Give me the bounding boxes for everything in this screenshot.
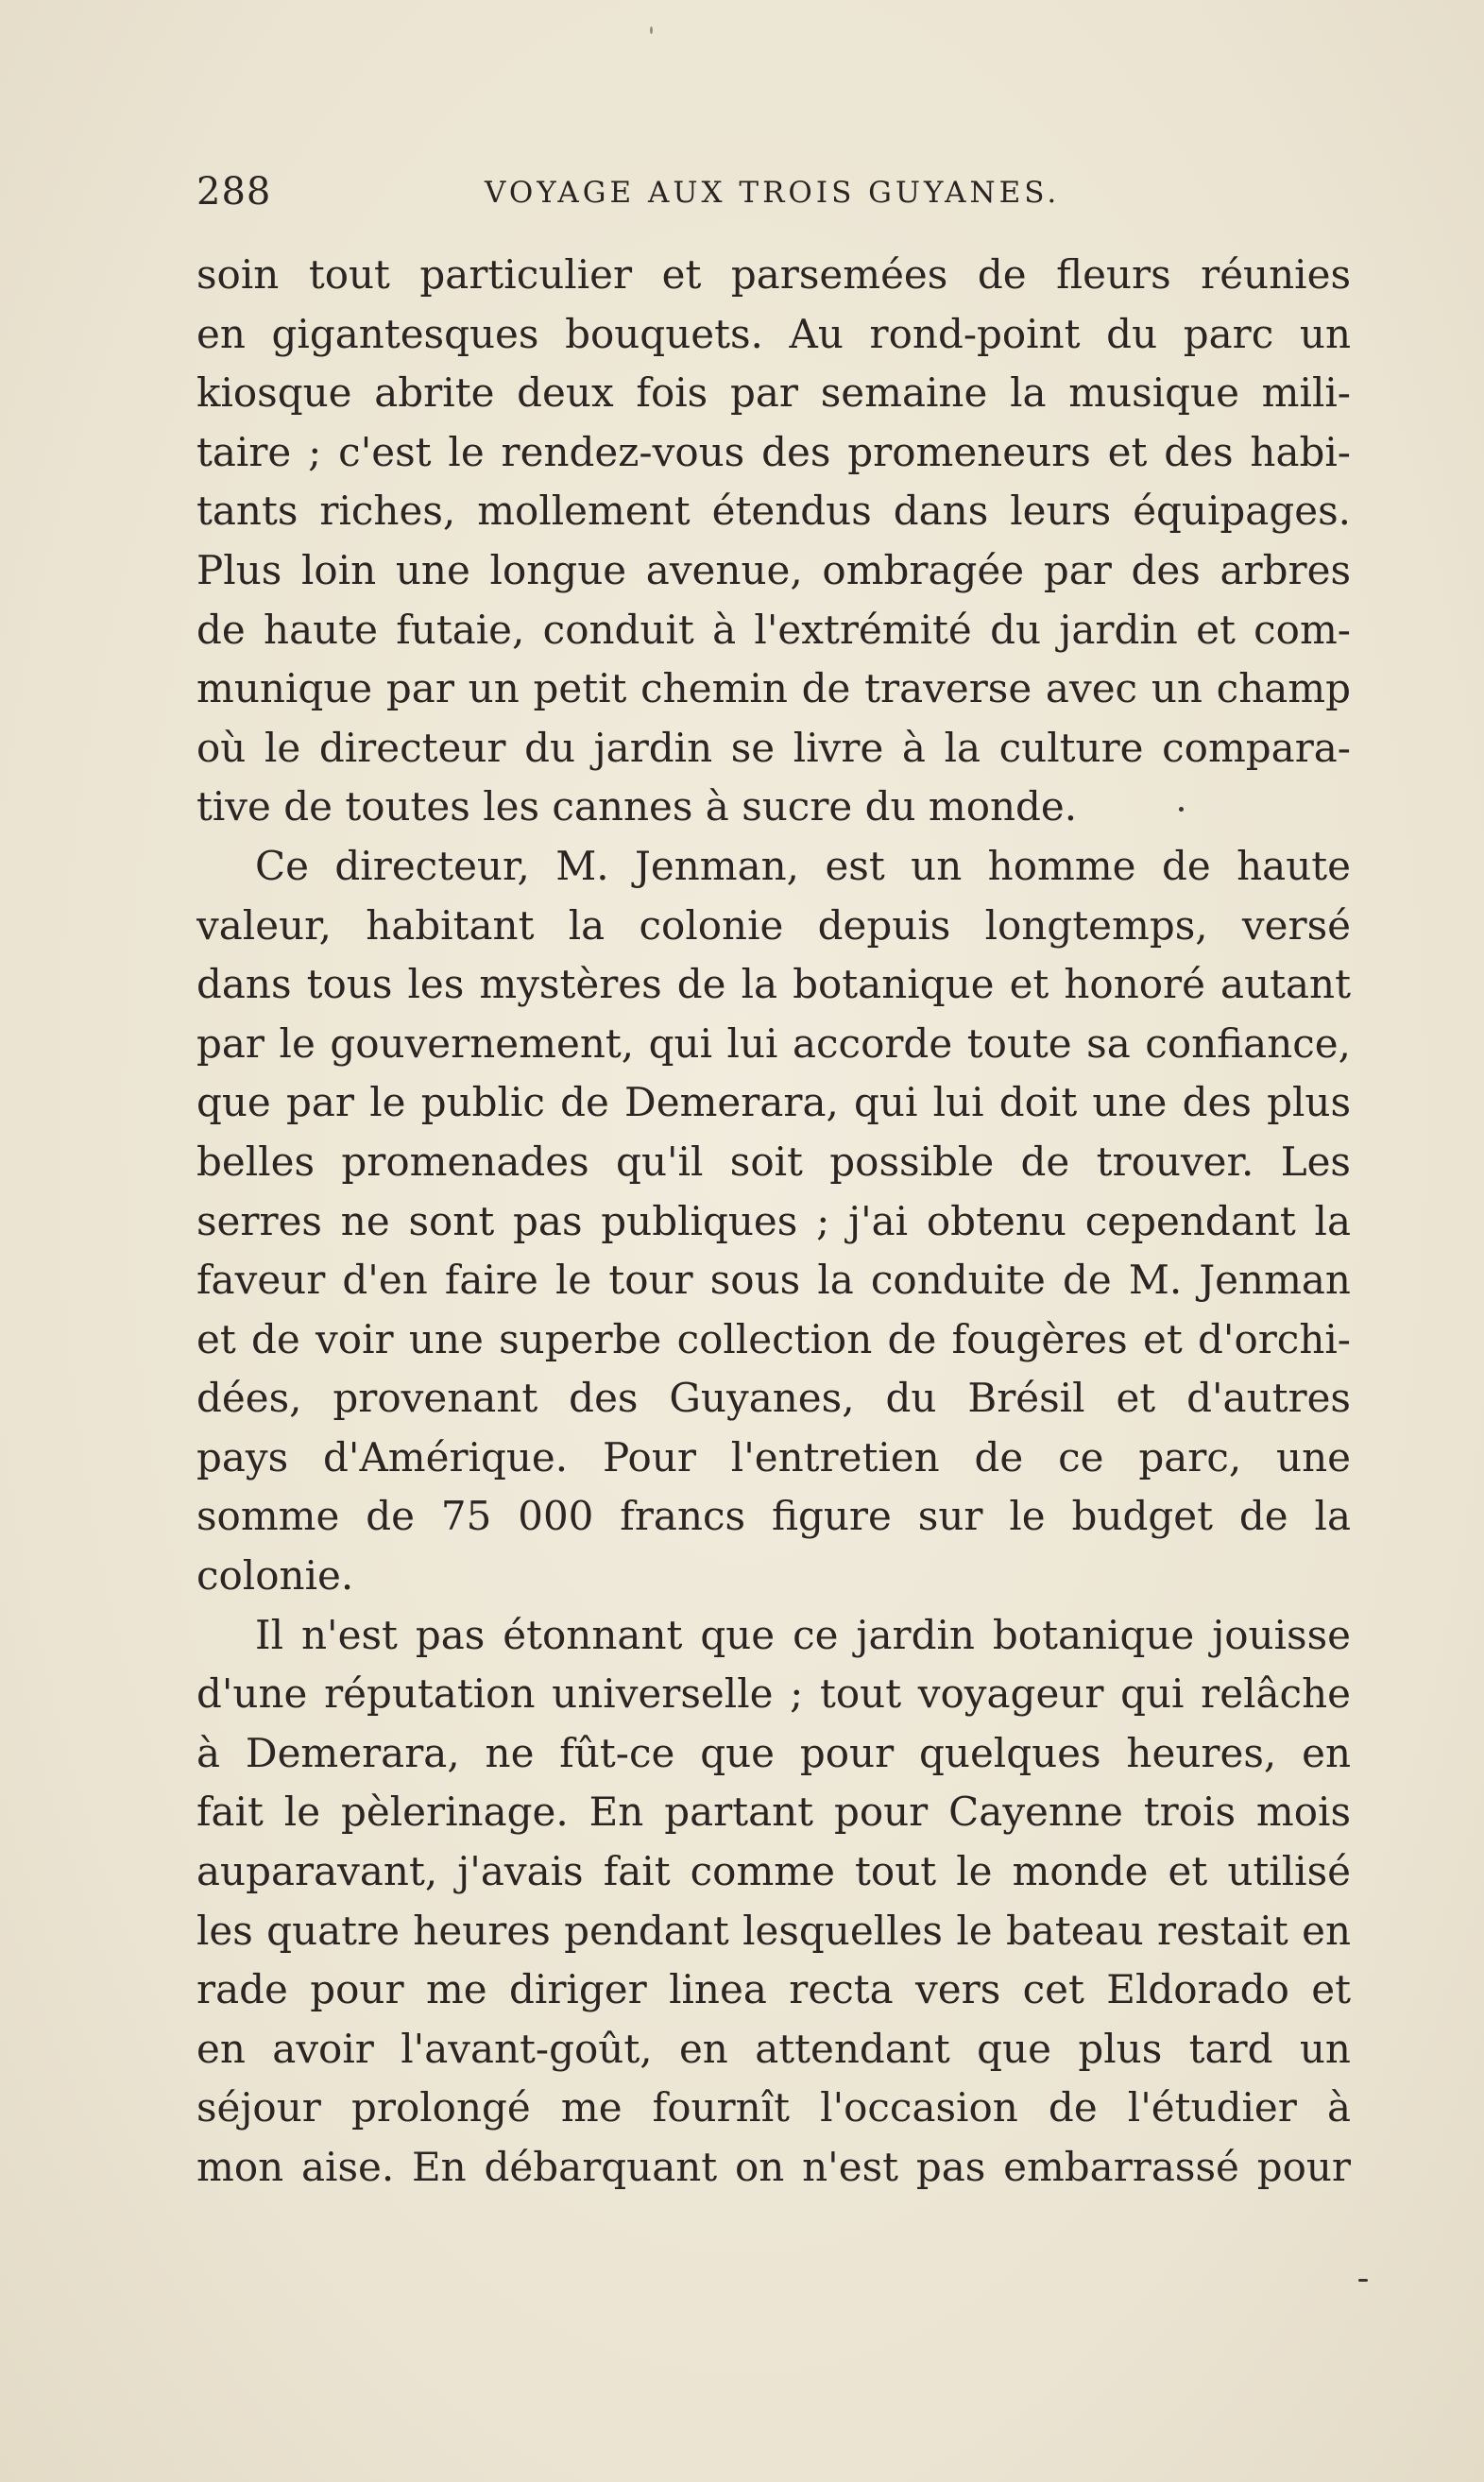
text-line: en gigantesques bouquets. Au rond-point du parc un [196,310,1351,357]
text-line: tants riches, mollement étendus dans leurs équipages. [196,488,1351,535]
text-line: séjour prolongé me fournît l'occasion de l'étudier à [196,2084,1351,2131]
text-line: en avoir l'avant-goût, en attendant que plus tard un [196,2025,1351,2072]
text-line: Plus loin une longue avenue, ombragée par des arbres [196,546,1351,593]
text-line: pays d'Amérique. Pour l'entretien de ce parc, une [196,1433,1351,1481]
text-line: kiosque abrite deux fois par semaine la musique mili- [196,369,1351,417]
text-line: mon aise. En débarquant on n'est pas embarrassé pour [196,2144,1351,2190]
text-line: serres ne sont pas publiques ; j'ai obtenu cependant la [196,1197,1351,1244]
text-line: les quatre heures pendant lesquelles le bateau restait en [196,1907,1351,1954]
text-line: de haute futaie, conduit à l'extrémité du jardin et com- [196,606,1351,653]
text-line: belles promenades qu'il soit possible de trouver. Les [196,1138,1351,1185]
running-title: VOYAGE AUX TROIS GUYANES. [485,176,1061,210]
text-line: soin tout particulier et parsemées de fleurs réunies [196,251,1351,298]
paragraph-last-line: colonie. [196,1552,354,1600]
paper-speck [1358,2279,1368,2282]
text-line: somme de 75 000 francs figure sur le budget de la [196,1493,1351,1540]
paragraph-first-line: Ce directeur, M. Jenman, est un homme de haute [255,842,1351,889]
text-line: par le gouvernement, qui lui accorde toute sa confiance, [196,1019,1351,1067]
text-line: à Demerara, ne fût-ce que pour quelques heures, en [196,1729,1351,1776]
paragraph-first-line: Il n'est pas étonnant que ce jardin botanique jouisse [255,1611,1351,1658]
text-line: auparavant, j'avais fait comme tout le monde et utilisé [196,1848,1351,1895]
body-text [196,246,1351,2198]
text-line: que par le public de Demerara, qui lui doit une des plus [196,1079,1351,1126]
text-line: et de voir une superbe collection de fougères et d'orchi- [196,1315,1351,1362]
text-line: où le directeur du jardin se livre à la culture compara- [196,724,1351,771]
text-line: taire ; c'est le rendez-vous des promeneurs et des habi- [196,428,1351,475]
text-line: faveur d'en faire le tour sous la conduite de M. Jenman [196,1257,1351,1304]
text-line: d'une réputation universelle ; tout voyageur qui relâche [196,1670,1351,1718]
text-line: fait le pèlerinage. En partant pour Cayenne trois mois [196,1789,1351,1836]
page-number: 288 [196,170,272,214]
text-line: dans tous les mystères de la botanique et honoré autant [196,961,1351,1008]
paper-speck [650,26,653,34]
page-header [196,170,1358,227]
paragraph-last-line: tive de toutes les cannes à sucre du monde. [196,783,1078,830]
text-line: munique par un petit chemin de traverse avec un champ [196,665,1351,712]
text-line: rade pour me diriger linea recta vers cet Eldorado et [196,1966,1351,2013]
paper-speck [1179,807,1184,812]
text-line: dées, provenant des Guyanes, du Brésil et d'autres [196,1375,1351,1422]
text-line: valeur, habitant la colonie depuis longtemps, versé [196,901,1351,949]
